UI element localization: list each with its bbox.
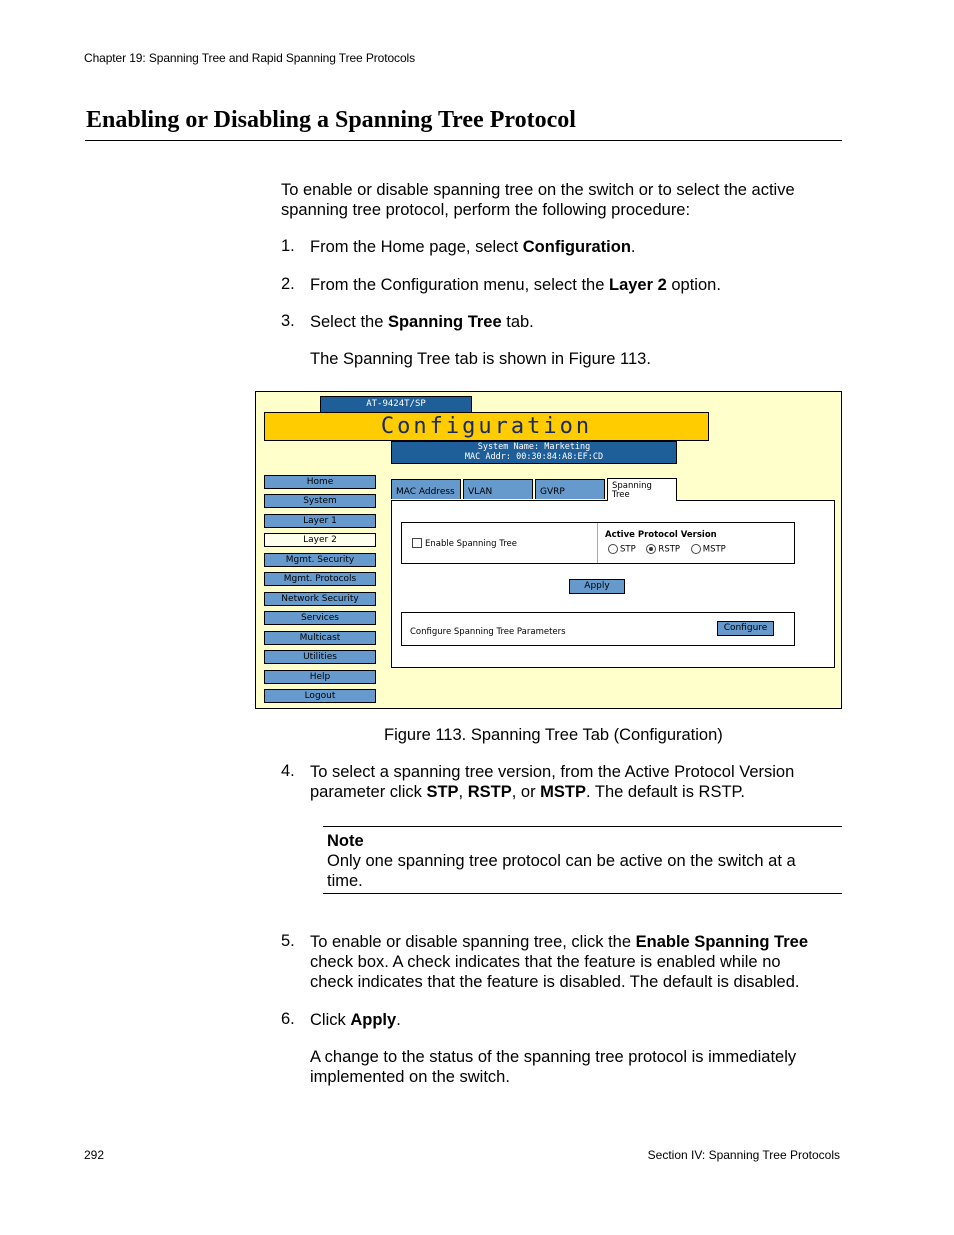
section-title: Enabling or Disabling a Spanning Tree Protocol bbox=[86, 107, 576, 133]
enable-cell bbox=[402, 523, 598, 563]
step-3 bbox=[310, 312, 845, 332]
step-3-note: The Spanning Tree tab is shown in Figure 113. bbox=[310, 350, 651, 368]
tab-spanning-tree-line1: Spanning bbox=[612, 481, 652, 491]
system-info bbox=[391, 441, 677, 464]
step-5-text: To enable or disable spanning tree, click the bbox=[310, 933, 636, 951]
rstp-radio[interactable] bbox=[646, 544, 656, 554]
step-6-post: . bbox=[396, 1011, 401, 1029]
tab-spanning-tree[interactable] bbox=[607, 478, 677, 501]
step-2-text: From the Configuration menu, select the bbox=[310, 276, 609, 294]
protocol-box bbox=[401, 522, 795, 564]
stp-bold: STP bbox=[426, 783, 459, 801]
step-6-text: Click bbox=[310, 1011, 351, 1029]
tab-vlan[interactable]: VLAN bbox=[463, 479, 533, 499]
step-3-text: Select the bbox=[310, 313, 388, 331]
note-bottom-rule bbox=[323, 893, 842, 894]
step-3-bold: Spanning Tree bbox=[387, 313, 502, 331]
step-6-result-line-2: implemented on the switch. bbox=[310, 1068, 510, 1086]
step-4-number: 4. bbox=[281, 762, 295, 780]
system-name: System Name: Marketing bbox=[477, 442, 591, 452]
mac-address: MAC Addr: 00:30:84:A8:EF:CD bbox=[464, 452, 604, 462]
step-4-line-2 bbox=[310, 782, 845, 802]
nav-logout-button[interactable]: Logout bbox=[264, 689, 376, 703]
title-rule bbox=[85, 140, 842, 141]
protocol-version-label: Active Protocol Version bbox=[605, 530, 717, 540]
nav-layer1-button[interactable]: Layer 1 bbox=[264, 514, 376, 528]
step-2-number: 2. bbox=[281, 275, 295, 293]
rstp-label: RSTP bbox=[658, 544, 681, 555]
intro-paragraph bbox=[281, 180, 841, 220]
running-header: Chapter 19: Spanning Tree and Rapid Spanning Tree Protocols bbox=[84, 51, 415, 65]
banner-title: Configuration bbox=[380, 414, 593, 439]
enable-spanning-tree-label: Enable Spanning Tree bbox=[425, 539, 517, 549]
sep-2: , or bbox=[511, 783, 541, 801]
nav-layer2-button[interactable]: Layer 2 bbox=[264, 533, 376, 547]
nav-network-security-button[interactable]: Network Security bbox=[264, 592, 376, 606]
step-6-result bbox=[310, 1047, 845, 1087]
sep-1: , bbox=[458, 783, 468, 801]
step-2-bold: Layer 2 bbox=[608, 276, 667, 294]
step-2-post: option. bbox=[666, 276, 721, 294]
step-1 bbox=[310, 237, 845, 257]
step-1-number: 1. bbox=[281, 237, 295, 255]
nav-system-button[interactable]: System bbox=[264, 494, 376, 508]
screenshot-figure bbox=[255, 391, 842, 709]
step-5 bbox=[310, 932, 845, 992]
note-label: Note bbox=[327, 832, 364, 850]
footer-section: Section IV: Spanning Tree Protocols bbox=[647, 1148, 840, 1162]
step-1-post: . bbox=[630, 238, 636, 256]
nav-mgmt-security-button[interactable]: Mgmt. Security bbox=[264, 553, 376, 567]
note-top-rule bbox=[323, 826, 842, 827]
mstp-label: MSTP bbox=[702, 544, 726, 555]
step-6 bbox=[310, 1010, 845, 1030]
tab-mac-address[interactable]: MAC Address bbox=[391, 479, 461, 499]
params-label: Configure Spanning Tree Parameters bbox=[410, 627, 566, 637]
figure-caption: Figure 113. Spanning Tree Tab (Configuration) bbox=[384, 726, 723, 744]
step-1-bold: Configuration bbox=[522, 238, 631, 256]
step-4-post: . The default is RSTP. bbox=[586, 783, 745, 801]
step-5-line-2: check box. A check indicates that the feature is enabled while no bbox=[310, 953, 781, 971]
spanning-tree-panel bbox=[391, 500, 835, 668]
note-line-1: Only one spanning tree protocol can be active on the switch at a bbox=[327, 852, 796, 870]
step-5-number: 5. bbox=[281, 932, 295, 950]
stp-label: STP bbox=[620, 544, 636, 555]
step-4-line-1: To select a spanning tree version, from the Active Protocol Version bbox=[310, 763, 795, 781]
note-line-2: time. bbox=[327, 872, 363, 890]
apply-button[interactable]: Apply bbox=[569, 579, 625, 594]
step-5-line-1 bbox=[310, 932, 845, 952]
nav-multicast-button[interactable]: Multicast bbox=[264, 631, 376, 645]
intro-line-2: spanning tree protocol, perform the following procedure: bbox=[281, 201, 691, 219]
configure-button[interactable]: Configure bbox=[717, 621, 774, 636]
step-6-number: 6. bbox=[281, 1010, 295, 1028]
step-3-post: tab. bbox=[501, 313, 534, 331]
stp-radio[interactable] bbox=[608, 544, 618, 554]
step-3-number: 3. bbox=[281, 312, 295, 330]
mstp-bold: MSTP bbox=[540, 783, 587, 801]
step-6-bold: Apply bbox=[350, 1011, 397, 1029]
tab-spanning-tree-line2: Tree bbox=[612, 490, 630, 500]
step-2 bbox=[310, 275, 845, 295]
tab-gvrp[interactable]: GVRP bbox=[535, 479, 605, 499]
enable-spanning-tree-checkbox[interactable] bbox=[412, 538, 422, 548]
params-box bbox=[401, 612, 795, 646]
nav-mgmt-protocols-button[interactable]: Mgmt. Protocols bbox=[264, 572, 376, 586]
config-banner bbox=[264, 412, 709, 441]
nav-utilities-button[interactable]: Utilities bbox=[264, 650, 376, 664]
note-box bbox=[327, 831, 842, 891]
step-5-bold: Enable Spanning Tree bbox=[635, 933, 808, 951]
step-6-result-line-1: A change to the status of the spanning tree protocol is immediately bbox=[310, 1048, 797, 1066]
model-label: AT-9424T/SP bbox=[320, 396, 472, 413]
nav-home-button[interactable]: Home bbox=[264, 475, 376, 489]
step-5-line-3: check indicates that the feature is disabled. The default is disabled. bbox=[310, 973, 800, 991]
rstp-bold: RSTP bbox=[467, 783, 512, 801]
step-1-text: From the Home page, select bbox=[310, 238, 523, 256]
nav-help-button[interactable]: Help bbox=[264, 670, 376, 684]
page-number: 292 bbox=[84, 1148, 105, 1162]
mstp-radio[interactable] bbox=[691, 544, 701, 554]
intro-line-1: To enable or disable spanning tree on the switch or to select the active bbox=[281, 181, 795, 199]
step-4-text: parameter click bbox=[310, 783, 427, 801]
nav-services-button[interactable]: Services bbox=[264, 611, 376, 625]
protocol-radio-group bbox=[608, 544, 726, 555]
step-4 bbox=[310, 762, 845, 802]
